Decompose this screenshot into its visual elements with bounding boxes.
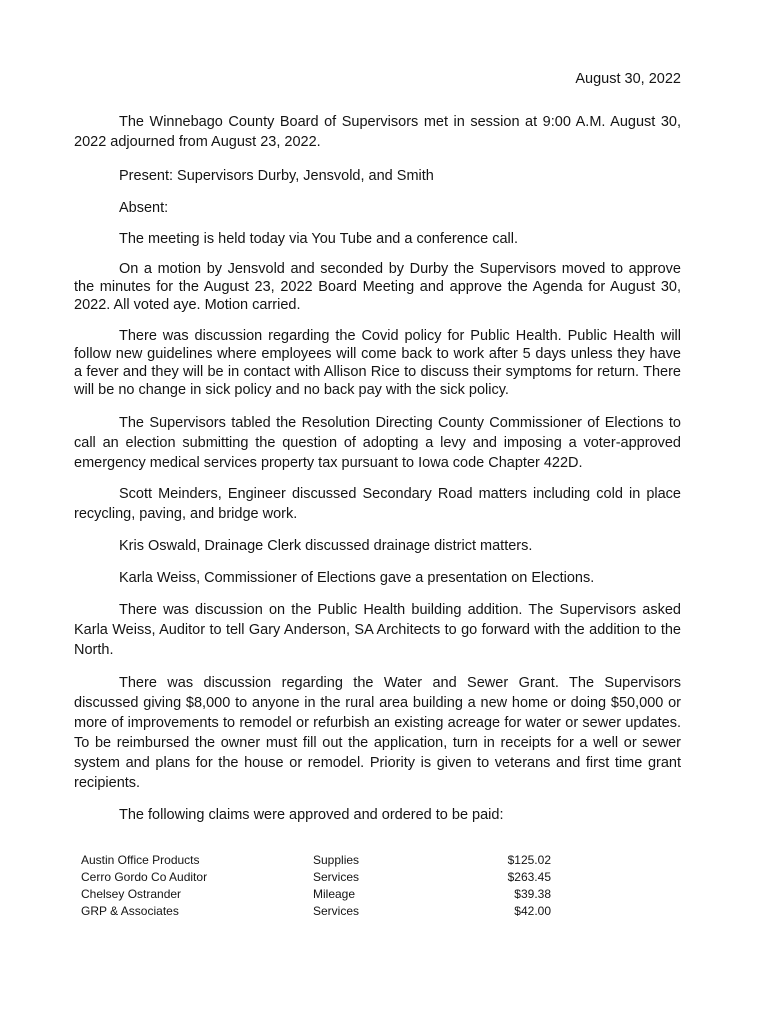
building-addition-paragraph: There was discussion on the Public Health building addition. The Supervisors asked Karla Weiss, Auditor to tell Gary Anderson, SA Architects to go forward with the addition to the North. bbox=[74, 602, 681, 658]
claim-vendor: Cerro Gordo Co Auditor bbox=[81, 870, 208, 884]
claim-vendor: GRP & Associates bbox=[81, 904, 179, 918]
absent-paragraph: Absent: bbox=[119, 200, 169, 216]
table-row bbox=[81, 903, 551, 920]
secondary-road-paragraph: Scott Meinders, Engineer discussed Secondary Road matters including cold in place recycling, paving, and bridge work. bbox=[74, 486, 681, 522]
resolution-paragraph: The Supervisors tabled the Resolution Directing County Commissioner of Elections to call an election submitting the question of adopting a levy and imposing a voter-approved emergency medical services property tax pursuant to Iowa code Chapter 422D. bbox=[74, 415, 681, 471]
claim-amount: $39.38 bbox=[514, 887, 551, 901]
claim-amount: $42.00 bbox=[514, 904, 551, 918]
covid-policy-paragraph: There was discussion regarding the Covid policy for Public Health. Public Health will follow new guidelines where employees will come back to work after 5 days unless they have a fever and they will be in contact with Allison Rice to discuss their symptoms for return. There will be no change in sick policy and no back pay with the sick policy. bbox=[74, 328, 681, 398]
meeting-format-paragraph: The meeting is held today via You Tube and a conference call. bbox=[119, 231, 519, 247]
claims-intro-paragraph: The following claims were approved and ordered to be paid: bbox=[119, 807, 504, 823]
claim-amount: $125.02 bbox=[507, 853, 551, 867]
claim-description: Services bbox=[313, 904, 360, 918]
claim-amount: $263.45 bbox=[507, 870, 551, 884]
minutes-body bbox=[74, 112, 681, 825]
table-row bbox=[81, 886, 551, 903]
claim-vendor: Chelsey Ostrander bbox=[81, 887, 182, 901]
claim-description: Services bbox=[313, 870, 360, 884]
table-row bbox=[81, 852, 551, 869]
motion-paragraph: On a motion by Jensvold and seconded by Durby the Supervisors moved to approve the minutes for the August 23, 2022 Board Meeting and approve the Agenda for August 30, 2022. All voted aye. Motion carried. bbox=[74, 261, 681, 313]
opening-paragraph: The Winnebago County Board of Supervisors met in session at 9:00 A.M. August 30, 2022 adjourned from August 23, 2022. bbox=[74, 114, 681, 150]
claims-table bbox=[81, 852, 551, 920]
drainage-paragraph: Kris Oswald, Drainage Clerk discussed drainage district matters. bbox=[119, 538, 533, 554]
elections-paragraph: Karla Weiss, Commissioner of Elections gave a presentation on Elections. bbox=[119, 570, 595, 586]
claim-vendor: Austin Office Products bbox=[81, 853, 200, 867]
present-paragraph: Present: Supervisors Durby, Jensvold, and Smith bbox=[119, 168, 434, 184]
table-row bbox=[81, 869, 551, 886]
water-sewer-grant-paragraph: There was discussion regarding the Water and Sewer Grant. The Supervisors discussed giving $8,000 to anyone in the rural area building a new home or doing $50,000 or more of improvements to remodel or refurbish an existing acreage for water or sewer updates. To be reimbursed the owner must fill out the application, turn in receipts for a well or sewer system and plans for the house or remodel. Priority is given to veterans and first time grant recipients. bbox=[74, 675, 681, 791]
claim-description: Supplies bbox=[313, 853, 360, 867]
meeting-date: August 30, 2022 bbox=[575, 71, 681, 87]
claim-description: Mileage bbox=[313, 887, 356, 901]
